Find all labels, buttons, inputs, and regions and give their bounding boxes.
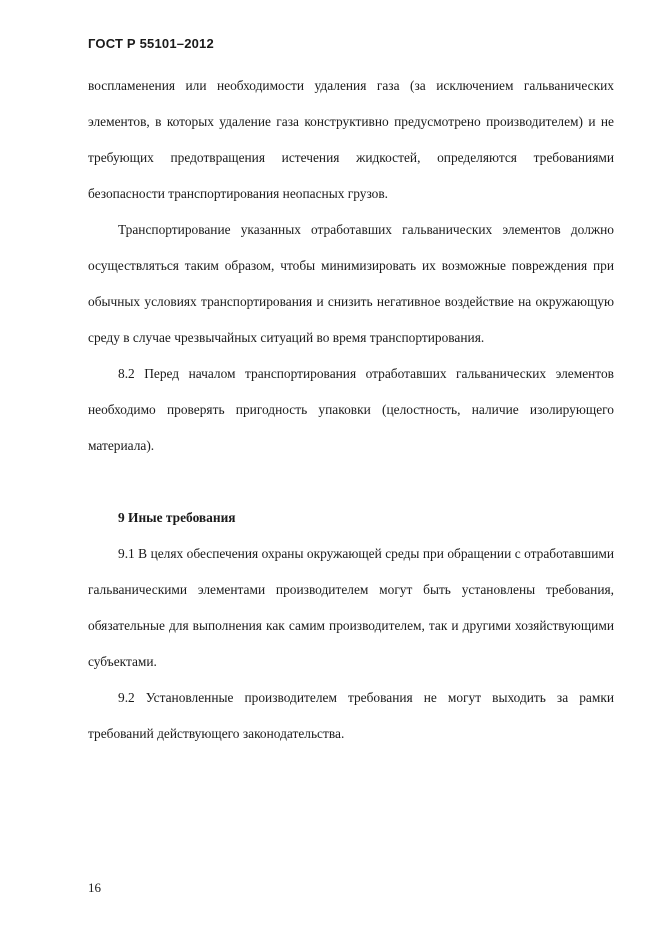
paragraph-9-2: 9.2 Установленные производителем требования не могут выходить за рамки требований действующего законодательства.	[88, 690, 614, 741]
paragraph-8-2: 8.2 Перед началом транспортирования отработавших гальванических элементов необходимо проверять пригодность упаковки (целостность, наличие изолирующего материала).	[88, 366, 614, 453]
page-number: 16	[88, 880, 101, 895]
paragraph-transport: Транспортирование указанных отработавших гальванических элементов должно осуществляться таким образом, чтобы минимизировать их возможные повреждения при обычных условиях транспортирования и снизить негативное воздействие на окружающую среду в случае чрезвычайных ситуаций во время транспортирования.	[88, 222, 614, 345]
paragraph-9-1: 9.1 В целях обеспечения охраны окружающей среды при обращении с отработавшими гальваническими элементами производителем могут быть установлены требования, обязательные для выполнения как самим производителем, так и другими хозяйствующими субъектами.	[88, 546, 614, 669]
paragraph-continuation: воспламенения или необходимости удаления газа (за исключением гальванических элементов, в которых удаление газа конструктивно предусмотрено производителем) и не требующих предотвращения истечения жидкостей, определяются требованиями безопасности транспортирования неопасных грузов.	[88, 78, 614, 201]
section-spacer	[88, 464, 614, 500]
document-body	[88, 68, 614, 752]
standard-code-header: ГОСТ Р 55101–2012	[88, 36, 214, 51]
section-9-heading: 9 Иные требования	[118, 510, 236, 525]
